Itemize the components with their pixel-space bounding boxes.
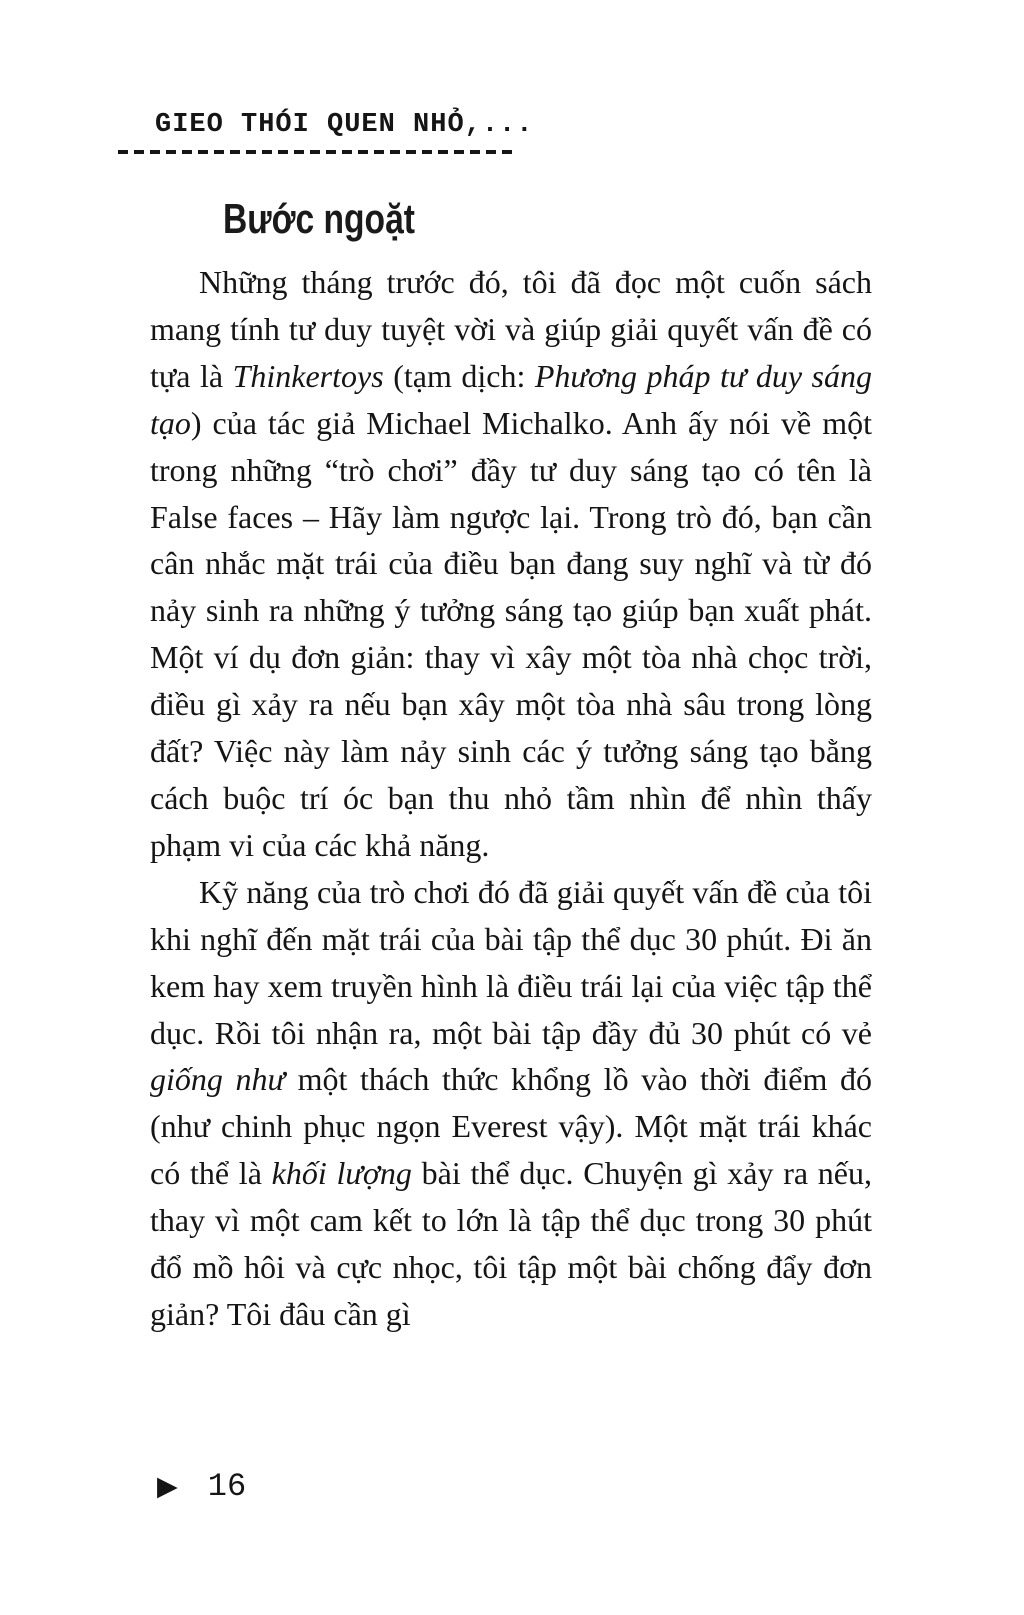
running-header: GIEO THÓI QUEN NHỎ,... <box>155 110 534 140</box>
section-title: Bước ngoặt <box>223 195 415 242</box>
page-footer <box>157 1468 246 1505</box>
text-run-italic: khối lượng <box>271 1155 412 1192</box>
text-run-italic: Phương pháp tư duy sáng tạo <box>150 357 873 441</box>
text-run-italic: giống như <box>150 1061 285 1098</box>
text-run: (tạm dịch: <box>383 357 535 394</box>
page-number: 16 <box>207 1468 247 1505</box>
text-run: Những tháng trước đó, tôi đã đọc một cuốn sách mang tính tư duy tuyệt vời và giúp giải quyết vấn đề có tựa là <box>150 264 872 394</box>
text-run: ) của tác giả Michael Michalko. Anh ấy nói về một trong những “trò chơi” đầy tư duy sáng tạo có tên là False faces – Hãy làm ngược lại. Trong trò đó, bạn cần cân nhắc mặt trái của điều bạn đang suy nghĩ và từ đó nảy sinh ra những ý tưởng sáng tạo giúp bạn xuất phát. Một ví dụ đơn giản: thay vì xây một tòa nhà chọc trời, điều gì xảy ra nếu bạn xây một tòa nhà sâu trong lòng đất? Việc này làm nảy sinh các ý tưởng sáng tạo bằng cách buộc trí óc bạn thu nhỏ tầm nhìn để nhìn thấy phạm vi của các khả năng. <box>150 404 872 863</box>
text-run: một thách thức khổng lồ vào thời điểm đó (như chinh phục ngọn Everest vậy). Một mặt trái khác có thể là <box>150 1061 873 1192</box>
paragraph <box>150 259 872 869</box>
text-run-italic: Thinkertoys <box>232 357 384 394</box>
page-marker-triangle-icon: ▶ <box>157 1471 178 1502</box>
header-dashed-rule <box>118 150 517 154</box>
text-run: bài thể dục. Chuyện gì xảy ra nếu, thay vì một cam kết to lớn là tập thể dục trong 30 phút đổ mồ hôi và cực nhọc, tôi tập một bài chống đẩy đơn giản? Tôi đâu cần gì <box>150 1155 872 1332</box>
text-run: Kỹ năng của trò chơi đó đã giải quyết vấn đề của tôi khi nghĩ đến mặt trái của bài tập thể dục 30 phút. Đi ăn kem hay xem truyền hình là điều trái lại của việc tập thể dục. Rồi tôi nhận ra, một bài tập đầy đủ 30 phút có vẻ <box>150 873 872 1051</box>
body-text <box>150 259 872 1338</box>
paragraph <box>150 869 872 1338</box>
